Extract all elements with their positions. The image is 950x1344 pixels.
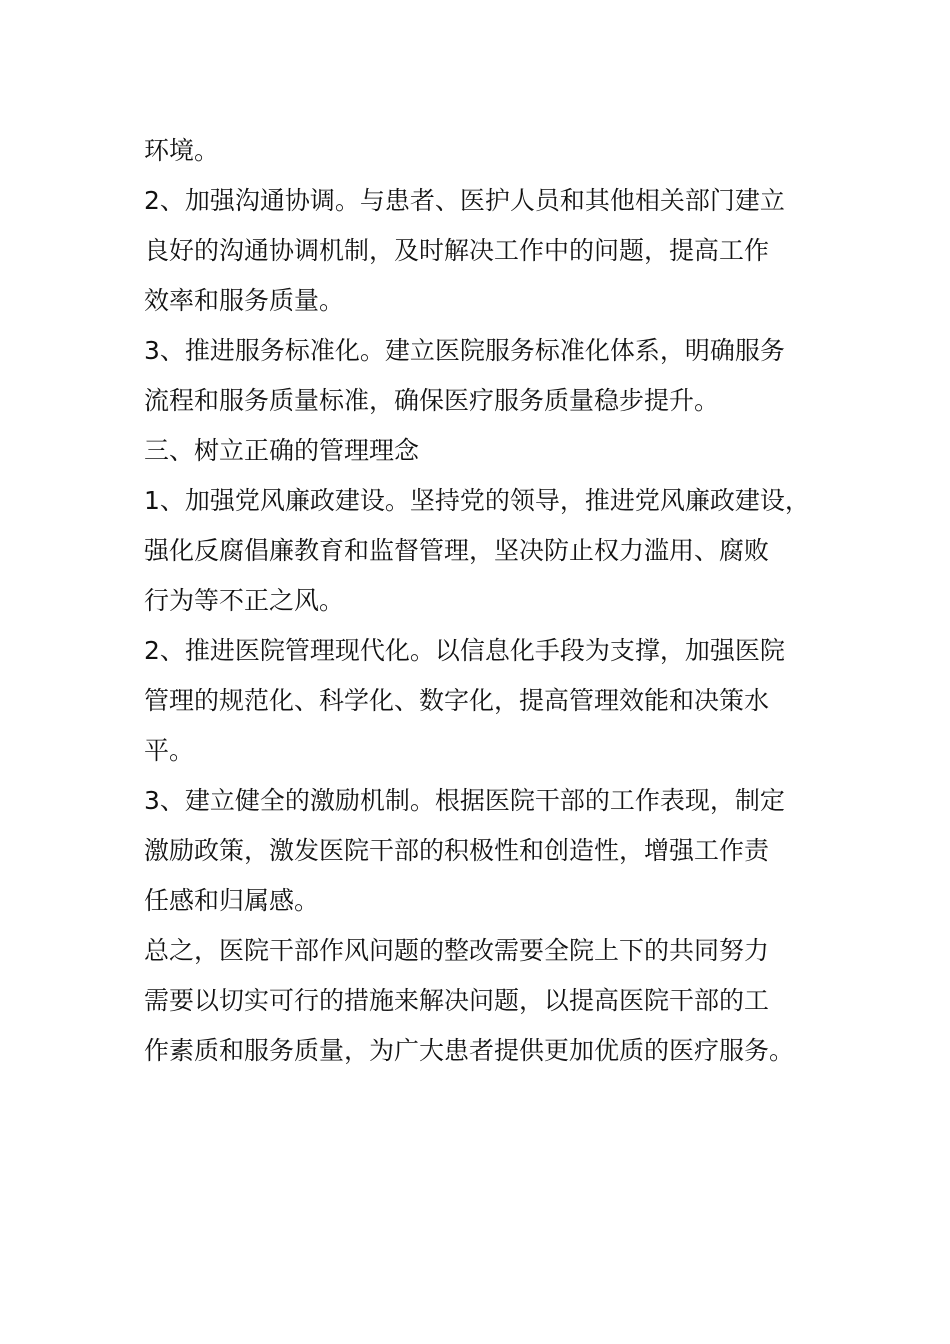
text-line: 需要以切实可行的措施来解决问题，以提高医院干部的工 bbox=[144, 986, 770, 1015]
text-line: 激励政策，激发医院干部的积极性和创造性，增强工作责 bbox=[144, 836, 770, 865]
text-line: 流程和服务质量标准，确保医疗服务质量稳步提升。 bbox=[144, 386, 720, 415]
text-line: 行为等不正之风。 bbox=[144, 586, 345, 615]
text-line: 2、推进医院管理现代化。以信息化手段为支撑，加强医院 bbox=[144, 636, 785, 665]
text-line: 3、建立健全的激励机制。根据医院干部的工作表现，制定 bbox=[144, 786, 785, 815]
document-body bbox=[144, 126, 834, 1076]
section-heading: 三、树立正确的管理理念 bbox=[144, 436, 420, 465]
text-line: 效率和服务质量。 bbox=[144, 286, 345, 315]
text-line: 平。 bbox=[144, 736, 195, 765]
text-line: 强化反腐倡廉教育和监督管理，坚决防止权力滥用、腐败 bbox=[144, 536, 770, 565]
text-line: 2、加强沟通协调。与患者、医护人员和其他相关部门建立 bbox=[144, 186, 785, 215]
text-line: 作素质和服务质量，为广大患者提供更加优质的医疗服务。 bbox=[144, 1036, 795, 1065]
text-line: 环境。 bbox=[144, 136, 220, 165]
text-line: 1、加强党风廉政建设。坚持党的领导，推进党风廉政建设， bbox=[144, 486, 810, 515]
text-line: 任感和归属感。 bbox=[144, 886, 320, 915]
text-line: 总之，医院干部作风问题的整改需要全院上下的共同努力 bbox=[144, 936, 770, 965]
text-line: 3、推进服务标准化。建立医院服务标准化体系，明确服务 bbox=[144, 336, 785, 365]
text-line: 管理的规范化、科学化、数字化，提高管理效能和决策水 bbox=[144, 686, 770, 715]
text-line: 良好的沟通协调机制，及时解决工作中的问题，提高工作 bbox=[144, 236, 770, 265]
